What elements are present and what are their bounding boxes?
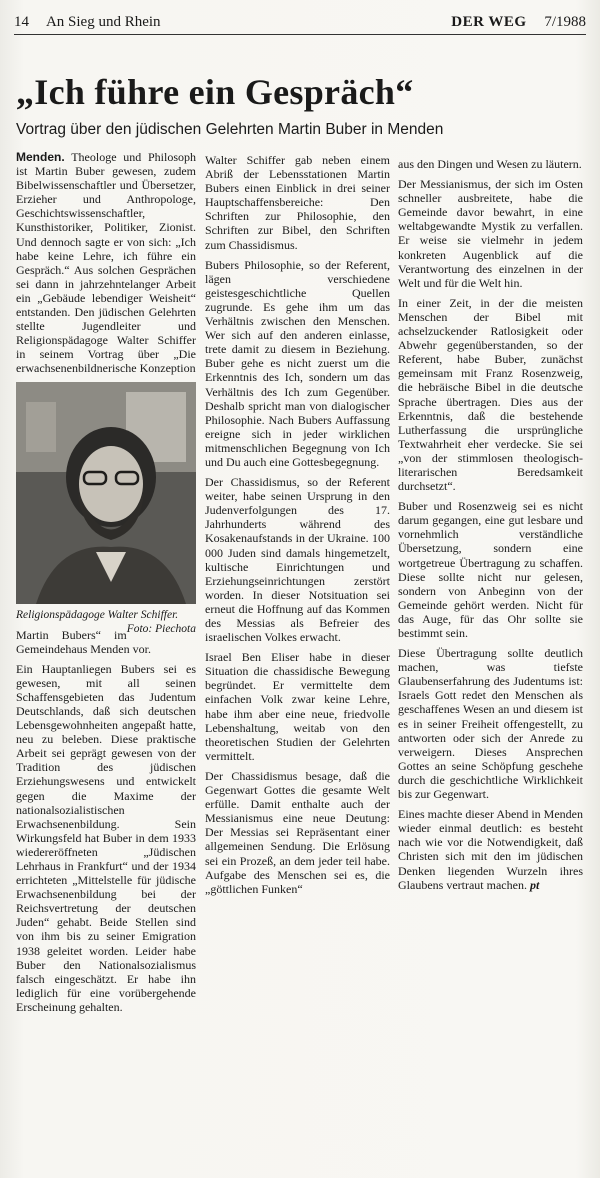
column-3 (398, 157, 583, 898)
author-signature: pt (529, 877, 540, 892)
paragraph: Der Chassidismus besage, daß die Gegenwart Gottes die gesamte Welt erfülle. Damit enthalte auch der Messianismus eine neue Deutung: Der Messias sei Repräsentant einer allgemeinen Sendung. Die Erlösung sei ein Prozeß, an dem jeder teil habe. Aufgabe des Menschen sei es, die „göttlichen Funken“ (205, 768, 390, 896)
portrait-photo (16, 382, 196, 604)
caption-text: Religionspädagoge Walter Schiffer. (16, 608, 179, 621)
paragraph: Ein Hauptanliegen Bubers sei es gewesen, mit all seinen Schaffensgebieten das Judentum Deutschlands, daß sich deutschen Lebensgewohnheiten angepaßt hatte, neu zu beleben. Diese praktische Arbeit sei geprägt gewesen von der Tradition des jüdischen Erziehungswesens und entwickelt gegen die Maxime der nationalsozialistischen Erwachsenenbildung. Sein Wirkungsfeld hat Buber in dem 1933 wiedereröffneten „Jüdischen Lehrhaus in Frankfurt“ und der 1934 errichteten „Mittelstelle für jüdische Erwachsenenbildung bei der Reichsvertretung der deutschen Juden“ gehabt. Beide Stellen sind von ihm bis zu seiner Emigration 1938 geleitet worden. Leider habe Buber den Nationalsozialismus falsch eingeschätzt. Er habe ihn lediglich für eine vorübergehende Erscheinung gehalten. (16, 661, 196, 1014)
paragraph: Walter Schiffer gab neben einem Abriß der Lebensstationen Martin Bubers einen Einblick in drei seiner Hauptschaffensbereiche: Den Schriften zur Philosophie, den Schriften zur Bibel, den Schriften zum Chassidismus. (205, 153, 390, 252)
section-name: An Sieg und Rhein (45, 14, 161, 30)
paragraph: Bubers Philosophie, so der Referent, lägen verschiedene geistesgeschichtliche Quellen zugrunde. Es gehe ihm um das Verhältnis zwischen den Menschen. Wer sich auf den anderen einlasse, trete damit zu diesem in Beziehung. Buber gehe es nicht zuerst um die Erkenntnis des Ich, sondern um das Verhältnis des Ich zum Gegenüber. Deshalb spricht man von dialogischer Philosophie. Nach Bubers Auffassung ereigne sich in jeder wirklichen mitmenschlichen Begegnung von Ich und Du auch eine Gottesbegegnung. (205, 257, 390, 469)
column-1 (16, 150, 196, 1020)
paragraph-text: Eines machte dieser Abend in Menden wieder einmal deutlich: es besteht nach wie vor die Notwendigkeit, daß Christen sich mit den im jüdischen Denken liegenden Wurzeln ihres Glaubens vertraut machen. (398, 807, 583, 892)
subheadline: Vortrag über den jüdischen Gelehrten Martin Buber in Menden (16, 121, 444, 138)
photo-credit: Foto: Piechota (126, 622, 196, 635)
paragraph: Der Chassidismus, so der Referent weiter, habe seinen Ursprung in den Judenverfolgungen des 17. Jahrhunderts während des Kosakenaufstands in der Ukraine. 100 000 Juden sind damals hingemetzelt, kultische Einrichtungen und Erziehungseinrichtungen zerstört worden. In dieser Notsituation sei erneut die Hoffnung auf das Kommen des Messias als Befreier des israelischen Volkes erwacht. (205, 475, 390, 645)
column-2 (205, 153, 390, 902)
paragraph: Der Messianismus, der sich im Osten schneller ausbreitete, habe die Gemeinde davor bewahrt, in eine weltabgewandte Mystik zu verfallen. Er weise sie vielmehr in jedem konkreten Augenblick auf die Verantwortung des einzelnen in der Welt und für die Welt hin. (398, 177, 583, 290)
paragraph: Buber und Rosenzweig sei es nicht darum gegangen, eine gut lesbare und vornehmlich verständliche Übersetzung, sondern eine wortgetreue Übertragung zu schaffen. Diese sollte nicht nur gelesen, sondern von Anbeginn von der Gemeinde gehört werden. Nicht für das Auge, für das Ohr sollte sie bestimmt sein. (398, 499, 583, 640)
paragraph (398, 807, 583, 892)
paragraph-text: Theologe und Philosoph ist Martin Buber gewesen, zudem Bibelwissenschaftler und Übersetzer, Erzieher und Anthropologe, Geschichtswissenschaftler, Kunsthistoriker, Politiker, Zionist. Und dennoch sagte er von sich: „Ich habe keine Lehre, ich führe ein Gespräch.“ Aus solchen Gesprächen sei dann in jahrzehntelanger Arbeit ein „Gebäude lebendiger Weisheit“ entstanden. Den jüdischen Gelehrten stellte Jugendleiter und Religionspädagoge Walter Schiffer in seinem Vortrag über „Die erwachsenenbildnerische Konzeption (16, 150, 196, 376)
dateline: Menden. (16, 150, 65, 164)
paragraph: Israel Ben Eliser habe in dieser Situation die chassidische Bewegung begründet. Er vermittelte dem einfachen Volk zwar keine Lehre, habe ihm aber eine neue, friedvolle Lebenshaltung, weitab von den theoretischen Studien der Gelehrten vermittelt. (205, 650, 390, 763)
issue-number: 7/1988 (544, 14, 586, 30)
paragraph (16, 150, 196, 376)
photo-caption (16, 608, 196, 635)
headline: „Ich führe ein Gespräch“ (16, 72, 414, 112)
paragraph: Diese Übertragung sollte deutlich machen, was tiefste Glaubenserfahrung des Judentums ist: Israels Gott redet den Menschen als geschaffenes Wesen an und diesem ist es in seiner Freiheit offengestellt, zu antworten oder sich der Anrede zu verweigern. Dieses Ansprechen Gottes an seine Schöpfung geschehe durch die geschichtliche Wirklichkeit bis zur Gegenwart. (398, 646, 583, 802)
paragraph: In einer Zeit, in der die meisten Menschen der Bibel mit achselzuckender Ratlosigkeit oder Abwehr gegenüberstanden, so der Referent, habe Buber, zunächst gemeinsam mit Franz Rosenzweig, die hebräische Bibel in die deutsche Sprache übertragen. Dies aus der Erkenntnis, daß die bestehende Lutherfassung die ursprüngliche Textwahrheit eher verdecke. Sie sei „von der stimmlosen theologisch-literarischen Beredsamkeit durchsetzt“. (398, 295, 583, 494)
paragraph: aus den Dingen und Wesen zu läutern. (398, 157, 582, 171)
portrait-image (16, 382, 196, 604)
paragraph: Martin Bubers“ im Gemeindehaus Menden vor. (16, 627, 151, 656)
page-number: 14 (14, 14, 29, 30)
header-left (14, 14, 175, 31)
header-right (451, 14, 586, 31)
page-header (14, 12, 586, 35)
masthead: DER WEG (451, 14, 527, 30)
